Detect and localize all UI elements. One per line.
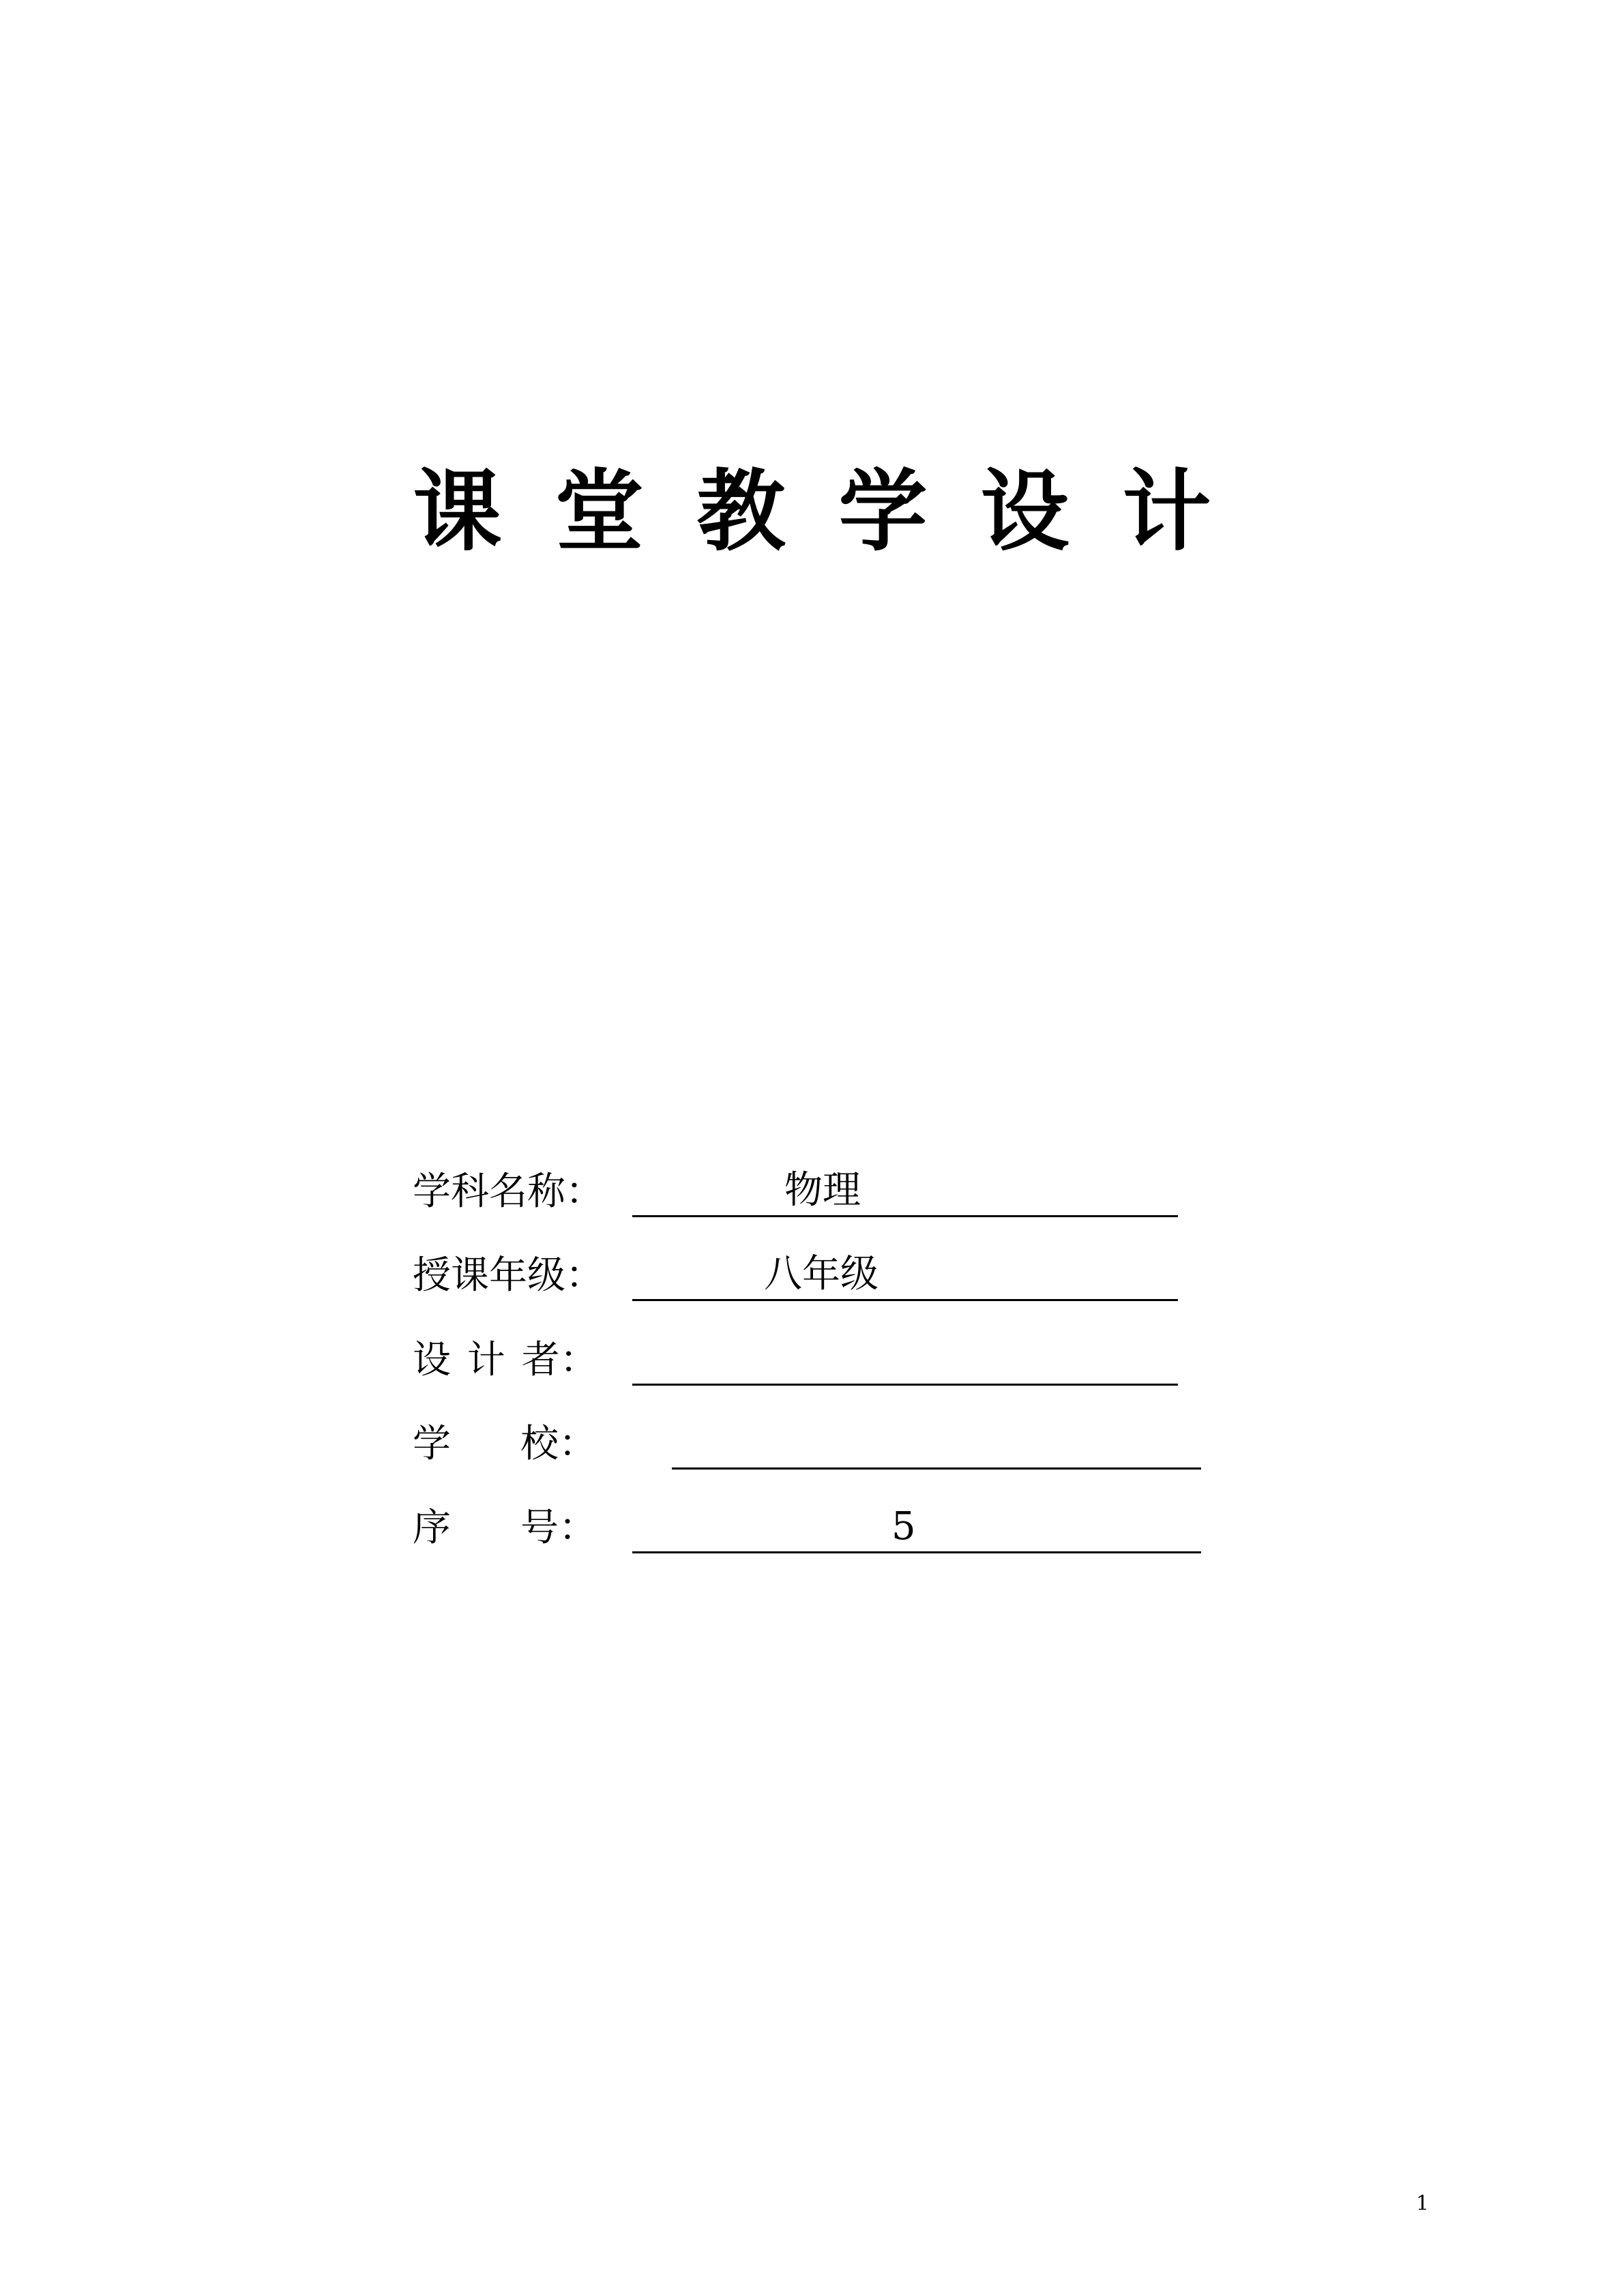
field-serial-label-1: 序 <box>413 1506 451 1550</box>
field-subject-label: 学科名称： <box>413 1169 604 1214</box>
field-subject-value: 物理 <box>784 1168 861 1212</box>
field-school-label-2: 校： <box>520 1422 597 1466</box>
field-serial-value: 5 <box>891 1504 916 1549</box>
field-grade-value: 八年级 <box>764 1252 879 1296</box>
field-school-label-1: 学 <box>413 1422 451 1466</box>
field-grade <box>413 1247 1231 1308</box>
page-title: 课堂教学设计 <box>413 460 1265 563</box>
field-subject <box>413 1163 1231 1224</box>
field-designer-underline <box>632 1384 1178 1386</box>
field-school <box>413 1415 1231 1476</box>
field-serial-label-2: 号： <box>520 1506 597 1550</box>
field-designer-label: 设 计 者： <box>413 1338 598 1382</box>
field-serial <box>413 1499 1231 1560</box>
field-serial-underline <box>632 1551 1201 1553</box>
field-school-underline <box>672 1467 1201 1470</box>
page-number: 1 <box>1416 2192 1430 2216</box>
field-subject-underline <box>632 1215 1178 1217</box>
field-grade-label: 授课年级： <box>413 1253 604 1298</box>
field-designer <box>413 1331 1231 1392</box>
field-grade-underline <box>632 1299 1178 1301</box>
